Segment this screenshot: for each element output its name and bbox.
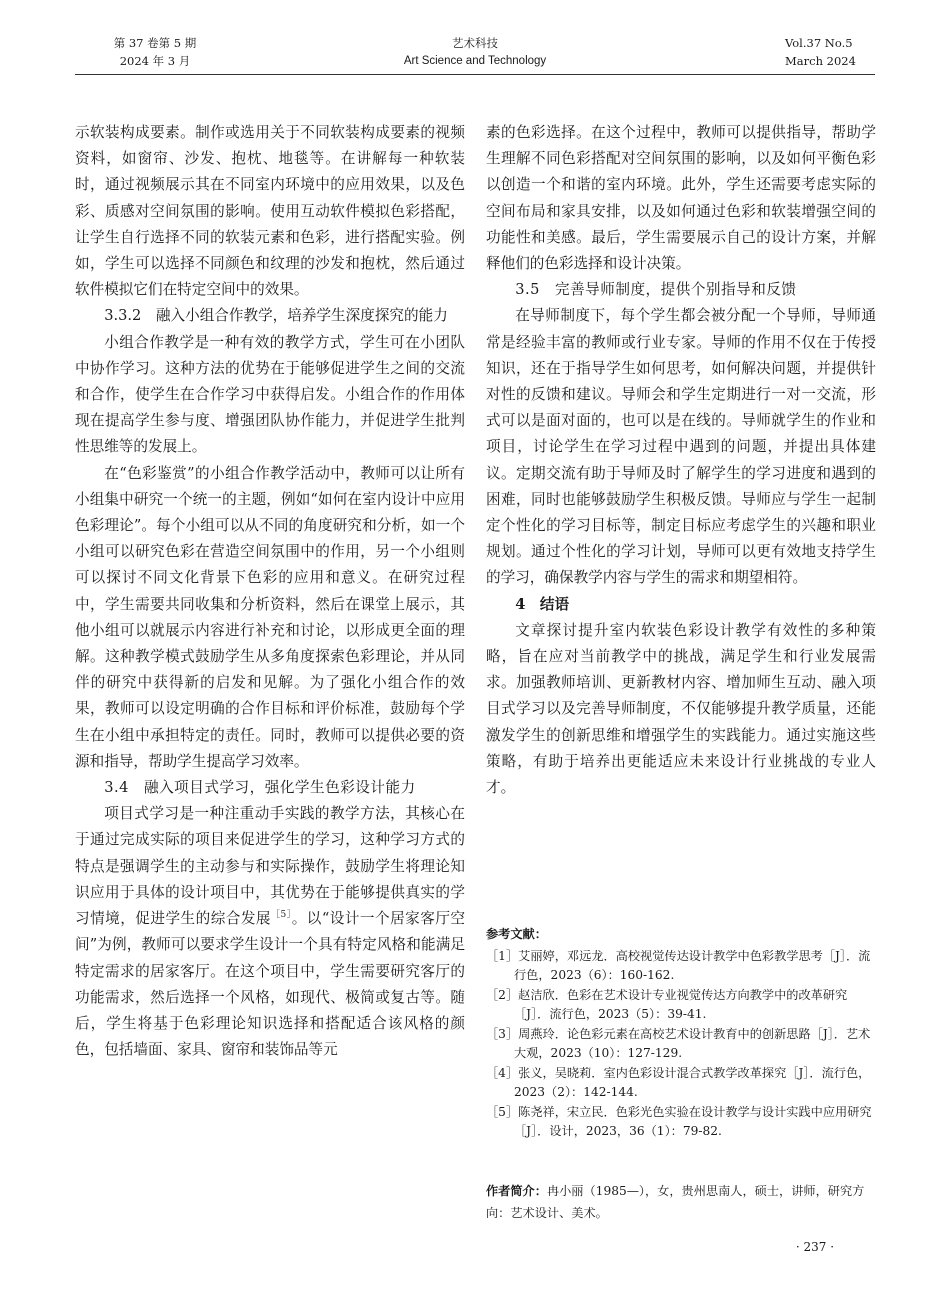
author-bio-text: 冉小丽（1985—），女，贵州思南人，硕士，讲师，研究方向：艺术设计、美术。: [486, 1184, 865, 1220]
paragraph-text: 。以“设计一个居家客厅空间”为例，教师可以要求学生设计一个具有特定风格和能满足特定需求的居家客厅。在这个项目中，学生需要研究客厅的功能需求，然后选择一个风格，如现代、极简或复古等。随后，学生将基于色彩理论知识选择和搭配适合该风格的颜色，包括墙面、家具、窗帘和装饰品等元: [75, 910, 465, 1059]
reference-item: ［5］陈尧祥，宋立民．色彩光色实验在设计教学与设计实践中应用研究［J］．设计，2023，36（1）：79-82.: [486, 1104, 872, 1138]
volume-issue: 第 37 卷第 5 期: [113, 36, 197, 50]
section-heading-3-4: 3.4 融入项目式学习，强化学生色彩设计能力: [104, 779, 416, 797]
body-paragraph: 文章探讨提升室内软装色彩设计教学有效性的多种策略，旨在应对当前教学中的挑战，满足学生和行业发展需求。加强教师培训、更新教材内容、增加师生互动、融入项目式学习以及完善导师制度，不仅能够提升教学质量，还能激发学生的创新思维和增强学生的实践能力。通过实施这些策略，有助于培养出更能适应未来设计行业挑战的专业人才。: [486, 621, 876, 797]
issue-info-en: [785, 34, 875, 70]
reference-item: ［3］周燕玲．论色彩元素在高校艺术设计教育中的创新思路［J］．艺术大观，2023（10）：127-129.: [486, 1026, 871, 1060]
running-header: [75, 34, 875, 75]
journal-title-cn: 艺术科技: [452, 36, 498, 50]
right-column: [486, 120, 876, 801]
issue-date: 2024 年 3 月: [119, 54, 191, 68]
body-paragraph: 在导师制度下，每个学生都会被分配一个导师，导师通常是经验丰富的教师或行业专家。导师的作用不仅在于传授知识，还在于指导学生如何思考，如何解决问题，并提供针对性的反馈和建议。导师会和学生定期进行一对一交流，形式可以是面对面的，也可以是在线的。导师就学生的作业和项目，讨论学生在学习过程中遇到的问题，并提出具体建议。定期交流有助于导师及时了解学生的学习进度和遇到的困难，同时也能够鼓励学生积极反馈。导师应与学生一起制定个性化的学习目标等，制定目标应考虑学生的兴趣和职业规划。通过个性化的学习计划，导师可以更有效地支持学生的学习，确保教学内容与学生的需求和期望相符。: [486, 307, 876, 587]
section-heading-3-3-2: 3.3.2 融入小组合作教学，培养学生深度探究的能力: [104, 307, 448, 325]
author-bio-label: 作者简介：: [486, 1184, 547, 1198]
journal-title-en: Art Science and Technology: [403, 55, 547, 67]
author-bio: [486, 1180, 876, 1224]
issue-date-en: March 2024: [785, 54, 856, 68]
body-paragraph: [75, 801, 465, 1063]
volume-issue-en: Vol.37 No.5: [785, 36, 853, 50]
reference-item: ［4］张义，吴晓莉．室内色彩设计混合式教学改革探究［J］．流行色，2023（2）：142-144.: [486, 1065, 871, 1099]
left-column: [75, 120, 465, 1063]
body-paragraph: 在“色彩鉴赏”的小组合作教学活动中，教师可以让所有小组集中研究一个统一的主题，例如“如何在室内设计中应用色彩理论”。每个小组可以从不同的角度研究和分析，如一个小组可以研究色彩在营造空间氛围中的作用，另一个小组则可以探讨不同文化背景下色彩的应用和意义。在研究过程中，学生需要共同收集和分析资料，然后在课堂上展示，其他小组可以就展示内容进行补充和讨论，以形成更全面的理解。这种教学模式鼓励学生从多角度探索色彩理论，并从同伴的研究中获得新的启发和见解。为了强化小组合作的效果，教师可以设定明确的合作目标和评价标准，鼓励每个学生在小组中承担特定的责任。同时，教师可以提供必要的资源和指导，帮助学生提高学习效率。: [75, 464, 465, 770]
reference-item: ［1］艾丽婷，邓远龙．高校视觉传达设计教学中色彩教学思考［J］．流行色，2023（6）：160-162.: [486, 948, 871, 982]
journal-title: [75, 34, 875, 70]
references-title: 参考文献：: [486, 927, 547, 941]
page-number: · 237 ·: [795, 1240, 835, 1254]
body-paragraph: 小组合作教学是一种有效的教学方式，学生可在小团队中协作学习。这种方法的优势在于能够促进学生之间的交流和合作，使学生在合作学习中获得启发。小组合作的作用体现在提高学生参与度、增强团队协作能力，并促进学生批判性思维等的发展上。: [75, 333, 465, 456]
references: [486, 925, 876, 1142]
body-paragraph: 示软装构成要素。制作或选用关于不同软装构成要素的视频资料，如窗帘、沙发、抱枕、地毯等。在讲解每一种软装时，通过视频展示其在不同室内环境中的应用效果，以及色彩、质感对空间氛围的影响。使用互动软件模拟色彩搭配，让学生自行选择不同的软装元素和色彩，进行搭配实验。例如，学生可以选择不同颜色和纹理的沙发和抱枕，然后通过软件模拟它们在特定空间中的效果。: [75, 124, 465, 299]
body-paragraph: 素的色彩选择。在这个过程中，教师可以提供指导，帮助学生理解不同色彩搭配对空间氛围的影响，以及如何平衡色彩以创造一个和谐的室内环境。此外，学生还需要考虑实际的空间布局和家具安排，以及如何通过色彩和软装增强空间的功能性和美感。最后，学生需要展示自己的设计方案，并解释他们的色彩选择和设计决策。: [486, 124, 876, 273]
paragraph-text: 项目式学习是一种注重动手实践的教学方法，其核心在于通过完成实际的项目来促进学生的学习，这种学习方式的特点是强调学生的主动参与和实际操作，鼓励学生将理论知识应用于具体的设计项目中，其优势在于能够提供真实的学习情境，促进学生的综合发展: [75, 805, 465, 928]
reference-item: ［2］赵洁欣．色彩在艺术设计专业视觉传达方向教学中的改革研究［J］．流行色，2023（5）：39-41.: [486, 987, 848, 1021]
section-heading-4: 4 结语: [515, 595, 570, 613]
citation-ref[interactable]: ［5］: [271, 910, 292, 921]
section-heading-3-5: 3.5 完善导师制度，提供个别指导和反馈: [515, 281, 797, 299]
